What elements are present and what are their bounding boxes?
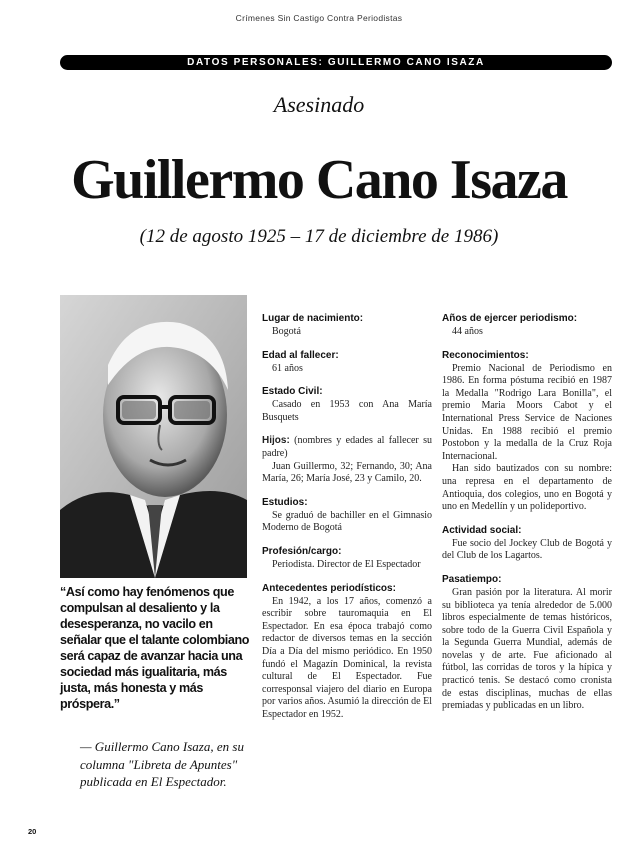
profession-section xyxy=(262,545,432,572)
birthplace-section xyxy=(262,312,432,339)
children-note: (nombres y edades al fallecer su padre) xyxy=(262,435,432,459)
birthplace-label: Lugar de nacimiento: xyxy=(262,313,364,324)
age-section xyxy=(262,349,432,376)
awards-paragraph-1: Premio Nacional de Periodismo en 1986. En forma póstuma recibió en 1987 la Medalla "Rodrigo Lara Bonilla", el premio Maria Moors Cabot y el International Press Service de Naciones Unidas. En 1988 recibió el premio Postobon y la medalla de la Cruz Roja Internacional. xyxy=(442,362,612,462)
quote-attribution: — Guillermo Cano Isaza, en su columna "Libreta de Apuntes" publicada en El Espectador. xyxy=(80,739,244,789)
page-number: 20 xyxy=(28,827,37,836)
awards-section xyxy=(442,349,612,514)
awards-paragraph-2: Han sido bautizados con su nombre: una represa en el departamento de Antioquia, dos colegios, uno en Bogotá y uno en Medellín y un polideportivo. xyxy=(442,463,612,513)
person-name: Guillermo Cano Isaza xyxy=(71,149,567,211)
awards-label: Reconocimientos: xyxy=(442,349,529,361)
years-section xyxy=(442,312,612,339)
hobbies-section xyxy=(442,573,612,713)
civil-status-value: Casado en 1953 con Ana María Busquets xyxy=(262,399,432,423)
background-value: En 1942, a los 17 años, comenzó a escribir sobre tauromaquia en El Espectador. En esa época trabajó como redactor de diversos temas en la sección Día a Día del mismo periódico. En 1950 fundó el Magazín Dominical, la revista cultural de El Espectador. Fue corresponsal viajero del diario en Europa por varios años. Asumió la dirección de El Espectador en 1952. xyxy=(262,595,432,720)
life-dates: (12 de agosto 1925 – 17 de diciembre de 1986) xyxy=(139,226,499,247)
pull-quote: “Así como hay fenómenos que compulsan al desaliento y la desesperanza, no vacilo en señalar que el talante colombiano será capaz de avanzar hacia una sociedad más igualitaria, más justa, más honesta y más próspera.” xyxy=(60,585,250,711)
birthplace-value: Bogotá xyxy=(272,326,301,337)
hobbies-value: Gran pasión por la literatura. Al morir su biblioteca ya tenía alrededor de 5.000 libros especialmente de temas históricos, sobre todo de la Guerra Civil Española y la Segunda Guerra Mundial, además de novelas y de arte. Fue aficionado al fútbol, las corridas de toros y la hípica y practicó tenis. Se destacó como cronista de estas disciplinas, muchas de ellas premiadas y publicadas en un libro. xyxy=(442,586,612,712)
background-section xyxy=(262,582,432,722)
running-header: Crímenes Sin Castigo Contra Periodistas xyxy=(235,13,403,23)
profession-label: Profesión/cargo: xyxy=(262,545,342,557)
personal-data-column-right xyxy=(442,312,612,723)
hobbies-label: Pasatiempo: xyxy=(442,573,502,585)
children-label: Hijos: xyxy=(262,435,290,447)
studies-section xyxy=(262,496,432,535)
children-value: Juan Guillermo, 32; Fernando, 30; Ana María, 26; María José, 23 y Camilo, 20. xyxy=(262,460,432,485)
children-section xyxy=(262,434,432,485)
years-value: 44 años xyxy=(452,326,483,337)
civil-status-section xyxy=(262,385,432,424)
portrait-illustration xyxy=(60,295,247,578)
years-label: Años de ejercer periodismo: xyxy=(442,313,578,324)
section-banner: DATOS PERSONALES: GUILLERMO CANO ISAZA xyxy=(60,55,612,70)
social-label: Actividad social: xyxy=(442,524,522,536)
social-section xyxy=(442,524,612,563)
age-label: Edad al fallecer: xyxy=(262,349,339,361)
age-value: 61 años xyxy=(272,362,303,374)
social-value: Fue socio del Jockey Club de Bogotá y del Club de los Lagartos. xyxy=(442,537,612,562)
children-heading xyxy=(262,434,432,460)
profession-value: Periodista. Director de El Espectador xyxy=(272,558,421,570)
studies-value: Se graduó de bachiller en el Gimnasio Moderno de Bogotá xyxy=(262,509,432,534)
background-label: Antecedentes periodísticos: xyxy=(262,582,396,594)
studies-label: Estudios: xyxy=(262,496,308,508)
personal-data-column-middle xyxy=(262,312,432,731)
portrait-photo xyxy=(60,295,247,578)
civil-status-label: Estado Civil: xyxy=(262,386,323,398)
status-heading: Asesinado xyxy=(273,92,365,117)
